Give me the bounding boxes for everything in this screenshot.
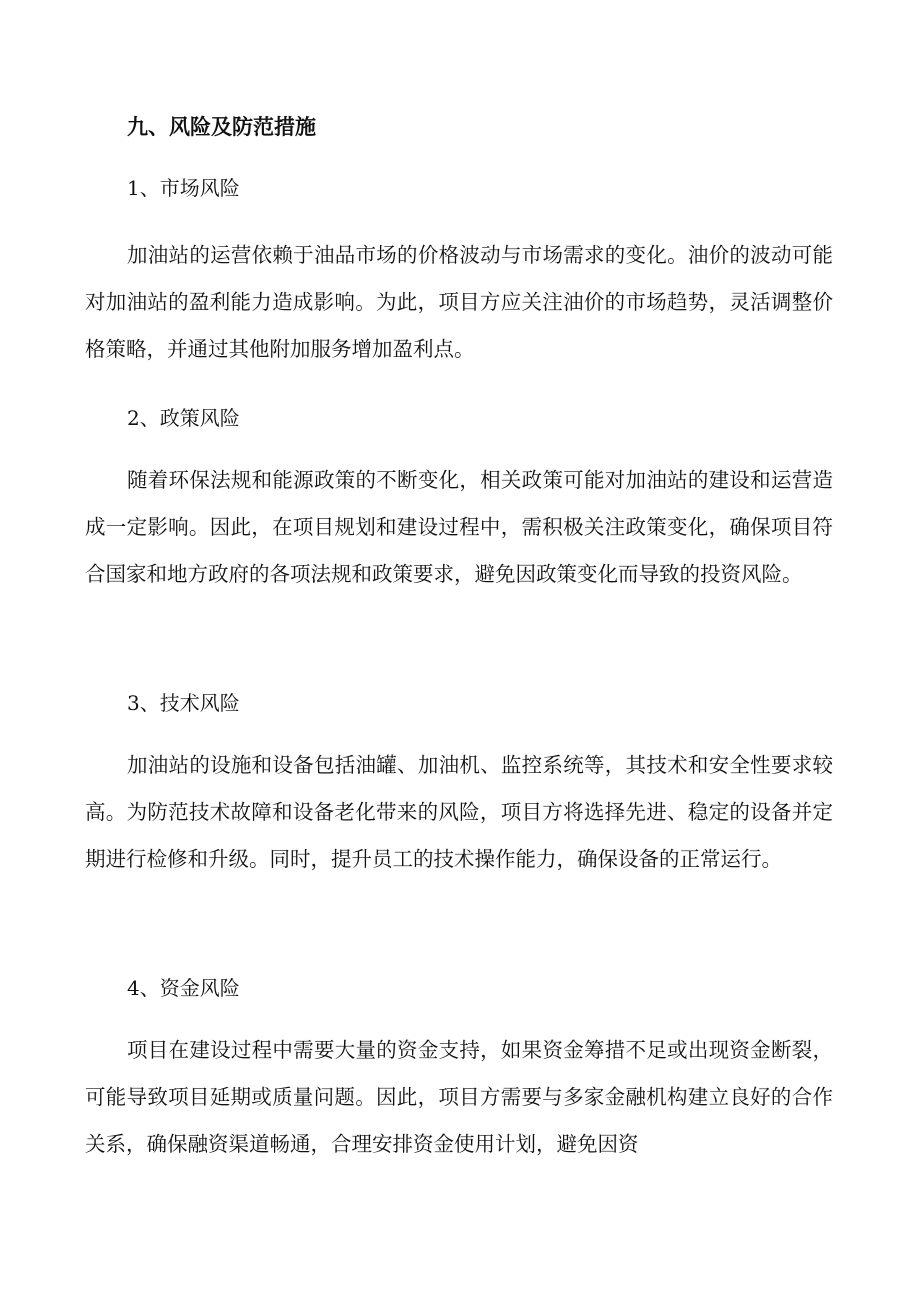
subsection-heading-funding-risk: 4、资金风险 bbox=[127, 976, 240, 1000]
section-title: 九、风险及防范措施 bbox=[127, 114, 316, 139]
paragraph-policy-risk: 随着环保法规和能源政策的不断变化，相关政策可能对加油站的建设和运营造成一定影响。因此，在项目规划和建设过程中，需积极关注政策变化，确保项目符合国家和地方政府的各项法规和政策要求，避免因政策变化而导致的投资风险。 bbox=[85, 468, 833, 586]
paragraph-market-risk: 加油站的运营依赖于油品市场的价格波动与市场需求的变化。油价的波动可能对加油站的盈利能力造成影响。为此，项目方应关注油价的市场趋势，灵活调整价格策略，并通过其他附加服务增加盈利点。 bbox=[85, 243, 833, 361]
paragraph-technical-risk: 加油站的设施和设备包括油罐、加油机、监控系统等，其技术和安全性要求较高。为防范技术故障和设备老化带来的风险，项目方将选择先进、稳定的设备并定期进行检修和升级。同时，提升员工的技术操作能力，确保设备的正常运行。 bbox=[85, 753, 833, 871]
paragraph-funding-risk: 项目在建设过程中需要大量的资金支持，如果资金筹措不足或出现资金断裂，可能导致项目延期或质量问题。因此，项目方需要与多家金融机构建立良好的合作关系，确保融资渠道畅通，合理安排资金使用计划，避免因资 bbox=[85, 1038, 833, 1156]
subsection-heading-policy-risk: 2、政策风险 bbox=[127, 406, 240, 430]
subsection-heading-market-risk: 1、市场风险 bbox=[127, 176, 240, 200]
subsection-heading-technical-risk: 3、技术风险 bbox=[127, 691, 240, 715]
